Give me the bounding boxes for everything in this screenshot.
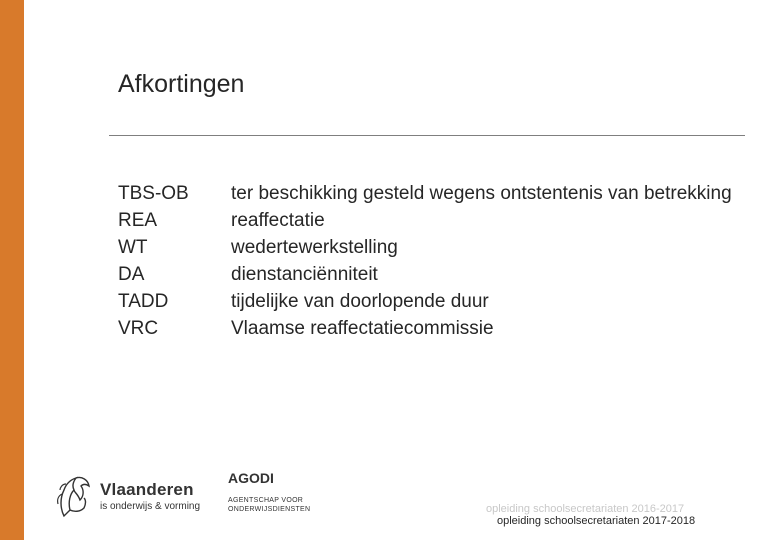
abbreviation-row — [118, 180, 738, 207]
abbreviation: WT — [118, 237, 148, 258]
vlaanderen-name: Vlaanderen — [100, 480, 194, 499]
abbreviation: DA — [118, 264, 145, 285]
accent-side-bar — [0, 0, 24, 540]
abbreviation: VRC — [118, 318, 159, 339]
agodi-subtitle-line: AGENTSCHAP VOOR — [228, 497, 304, 504]
footer-text: opleiding schoolsecretariaten 2017-2018 — [497, 515, 696, 527]
abbreviation: TBS-OB — [118, 183, 189, 204]
agodi-name: AGODI — [228, 470, 274, 486]
abbreviation: REA — [118, 210, 158, 231]
vlaanderen-logo — [56, 470, 221, 520]
title-divider — [109, 135, 745, 136]
agodi-subtitle — [228, 496, 310, 514]
lion-icon — [56, 472, 96, 518]
abbreviation-meaning: Vlaamse reaffectatiecommissie — [231, 318, 494, 339]
abbreviation-meaning: tijdelijke van doorlopende duur — [231, 291, 489, 312]
abbreviation-row — [118, 288, 738, 315]
abbreviation-row — [118, 234, 738, 261]
vlaanderen-subtitle: is onderwijs & vorming — [100, 501, 201, 512]
abbreviation-row — [118, 315, 738, 342]
abbreviation-list — [118, 180, 738, 342]
abbreviation-row — [118, 261, 738, 288]
agodi-subtitle-line: ONDERWIJSDIENSTEN — [228, 506, 311, 513]
slide-title: Afkortingen — [118, 70, 245, 98]
abbreviation-meaning: wedertewerkstelling — [231, 237, 398, 258]
abbreviation-meaning: reaffectatie — [231, 210, 325, 231]
footer-ghost-text: opleiding schoolsecretariaten 2016-2017 — [486, 503, 685, 515]
agodi-logo — [228, 470, 318, 520]
abbreviation: TADD — [118, 291, 169, 312]
abbreviation-row — [118, 207, 738, 234]
abbreviation-meaning: ter beschikking gesteld wegens ontstentenis van betrekking — [231, 183, 732, 204]
abbreviation-meaning: dienstanciënniteit — [231, 264, 378, 285]
